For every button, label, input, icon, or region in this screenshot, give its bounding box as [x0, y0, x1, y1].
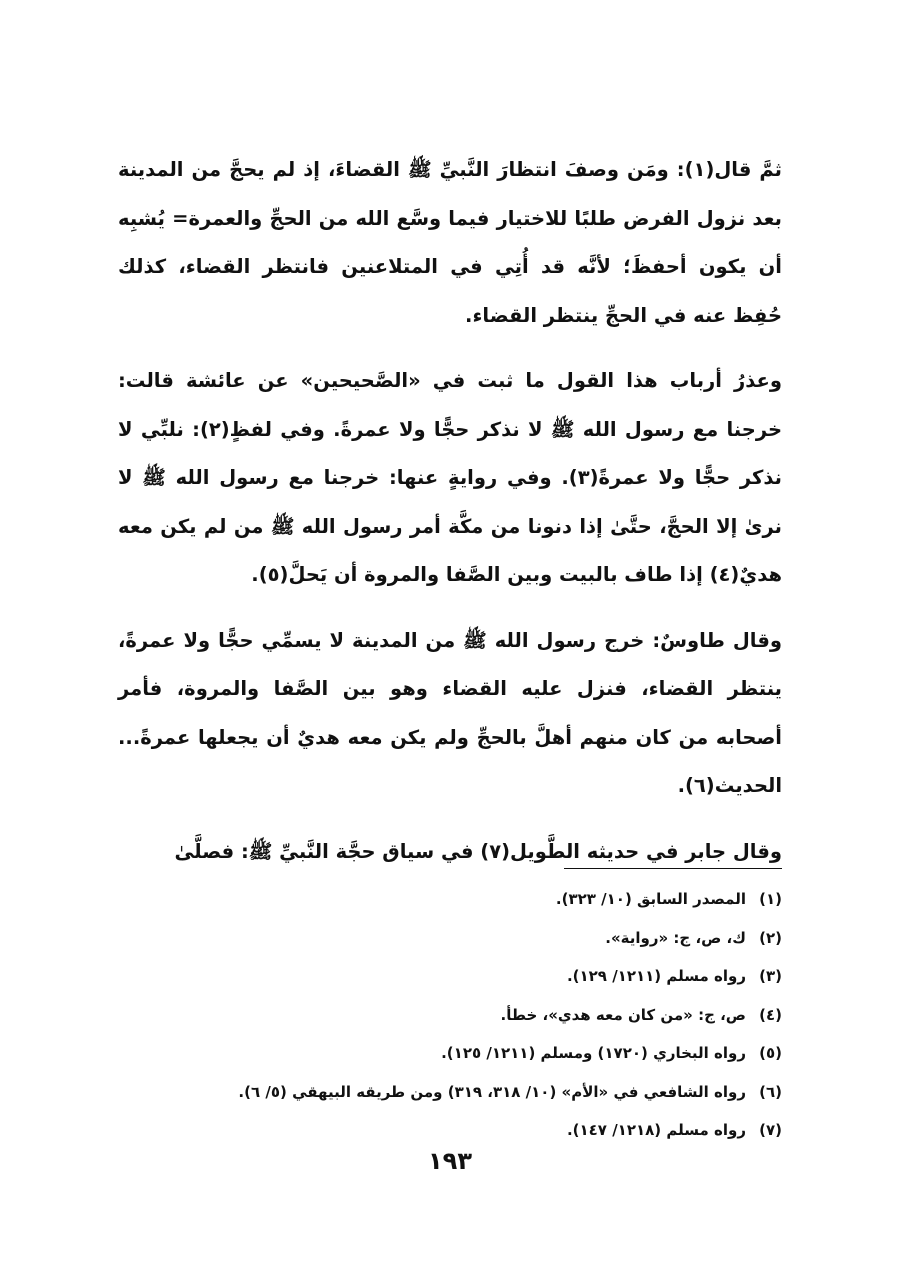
footnote-number: (١) — [759, 890, 782, 908]
footnote-text: رواه الشافعي في «الأم» (١٠/ ٣١٨، ٣١٩) ومن طريقه البيهقي (٥/ ٦). — [238, 1082, 746, 1101]
footnote-number: (٥) — [759, 1044, 782, 1062]
footnote-text: رواه مسلم (١٢١١/ ١٢٩). — [566, 967, 746, 985]
footnote-text: المصدر السابق (١٠/ ٣٢٣). — [555, 890, 746, 908]
page-number: ١٩٣ — [428, 1147, 472, 1175]
paragraph-1: ثمَّ قال(١): ومَن وصفَ انتظارَ النَّبيِّ ﷺ القضاءَ، إذ لم يحجَّ من المدينة بعد نزول الفرض طلبًا للاختيار فيما وسَّع الله من الحجِّ والعمرة= يُشبِه أن يكون أحفظَ؛ لأنَّه قد أُتِي في المتلاعنين فانتظر القضاء، كذلك حُفِظ عنه في الحجِّ ينتظر القضاء. — [118, 158, 783, 327]
footnote-text: ص، ج: «من كان معه هدي»، خطأ. — [500, 1005, 746, 1024]
footnote-number: (٣) — [759, 967, 782, 985]
footnote-number: (٧) — [759, 1121, 782, 1139]
footnote-divider — [564, 868, 782, 869]
footnote-text: رواه مسلم (١٢١٨/ ١٤٧). — [566, 1121, 746, 1139]
footnote-3 — [118, 957, 782, 996]
footnote-number: (٢) — [759, 928, 782, 947]
paragraph-4: وقال جابر في حديثه الطَّويل(٧) في سياق حجَّة النَّبيِّ ﷺ: فصلَّىٰ — [174, 839, 782, 863]
footnote-6 — [118, 1073, 782, 1112]
footnote-2 — [118, 919, 782, 958]
footnote-text: ك، ص، ج: «رواية». — [605, 928, 746, 947]
paragraph-3: وقال طاوسٌ: خرج رسول الله ﷺ من المدينة لا يسمِّي حجًّا ولا عمرةً، ينتظر القضاء، فنزل عليه القضاء وهو بين الصَّفا والمروة، فأمر أصحابه من كان منهم أهلَّ بالحجِّ ولم يكن معه هديٌ أن يجعلها عمرةً... الحديث(٦). — [118, 628, 782, 797]
main-text — [118, 146, 782, 876]
footnote-text: رواه البخاري (١٧٢٠) ومسلم (١٢١١/ ١٢٥). — [441, 1044, 746, 1062]
footnote-5 — [118, 1034, 782, 1073]
paragraph-2: وعذرُ أرباب هذا القول ما ثبت في «الصَّحيحين» عن عائشة قالت: خرجنا مع رسول الله ﷺ لا نذكر حجًّا ولا عمرةً. وفي لفظٍ(٢): نلبِّي لا نذكر حجًّا ولا عمرةً(٣). وفي روايةٍ عنها: خرجنا مع رسول الله ﷺ لا نرىٰ إلا الحجَّ، حتَّىٰ إذا دنونا من مكَّة أمر رسول الله ﷺ من لم يكن معه هديٌ(٤) إذا طاف بالبيت وبين الصَّفا والمروة أن يَحلَّ(٥). — [118, 369, 783, 586]
footnote-number: (٦) — [759, 1082, 782, 1101]
footnote-7 — [118, 1111, 782, 1150]
footnote-number: (٤) — [759, 1005, 782, 1024]
footnotes — [118, 880, 782, 1150]
footnote-1 — [118, 880, 782, 919]
footnote-4 — [118, 996, 782, 1035]
